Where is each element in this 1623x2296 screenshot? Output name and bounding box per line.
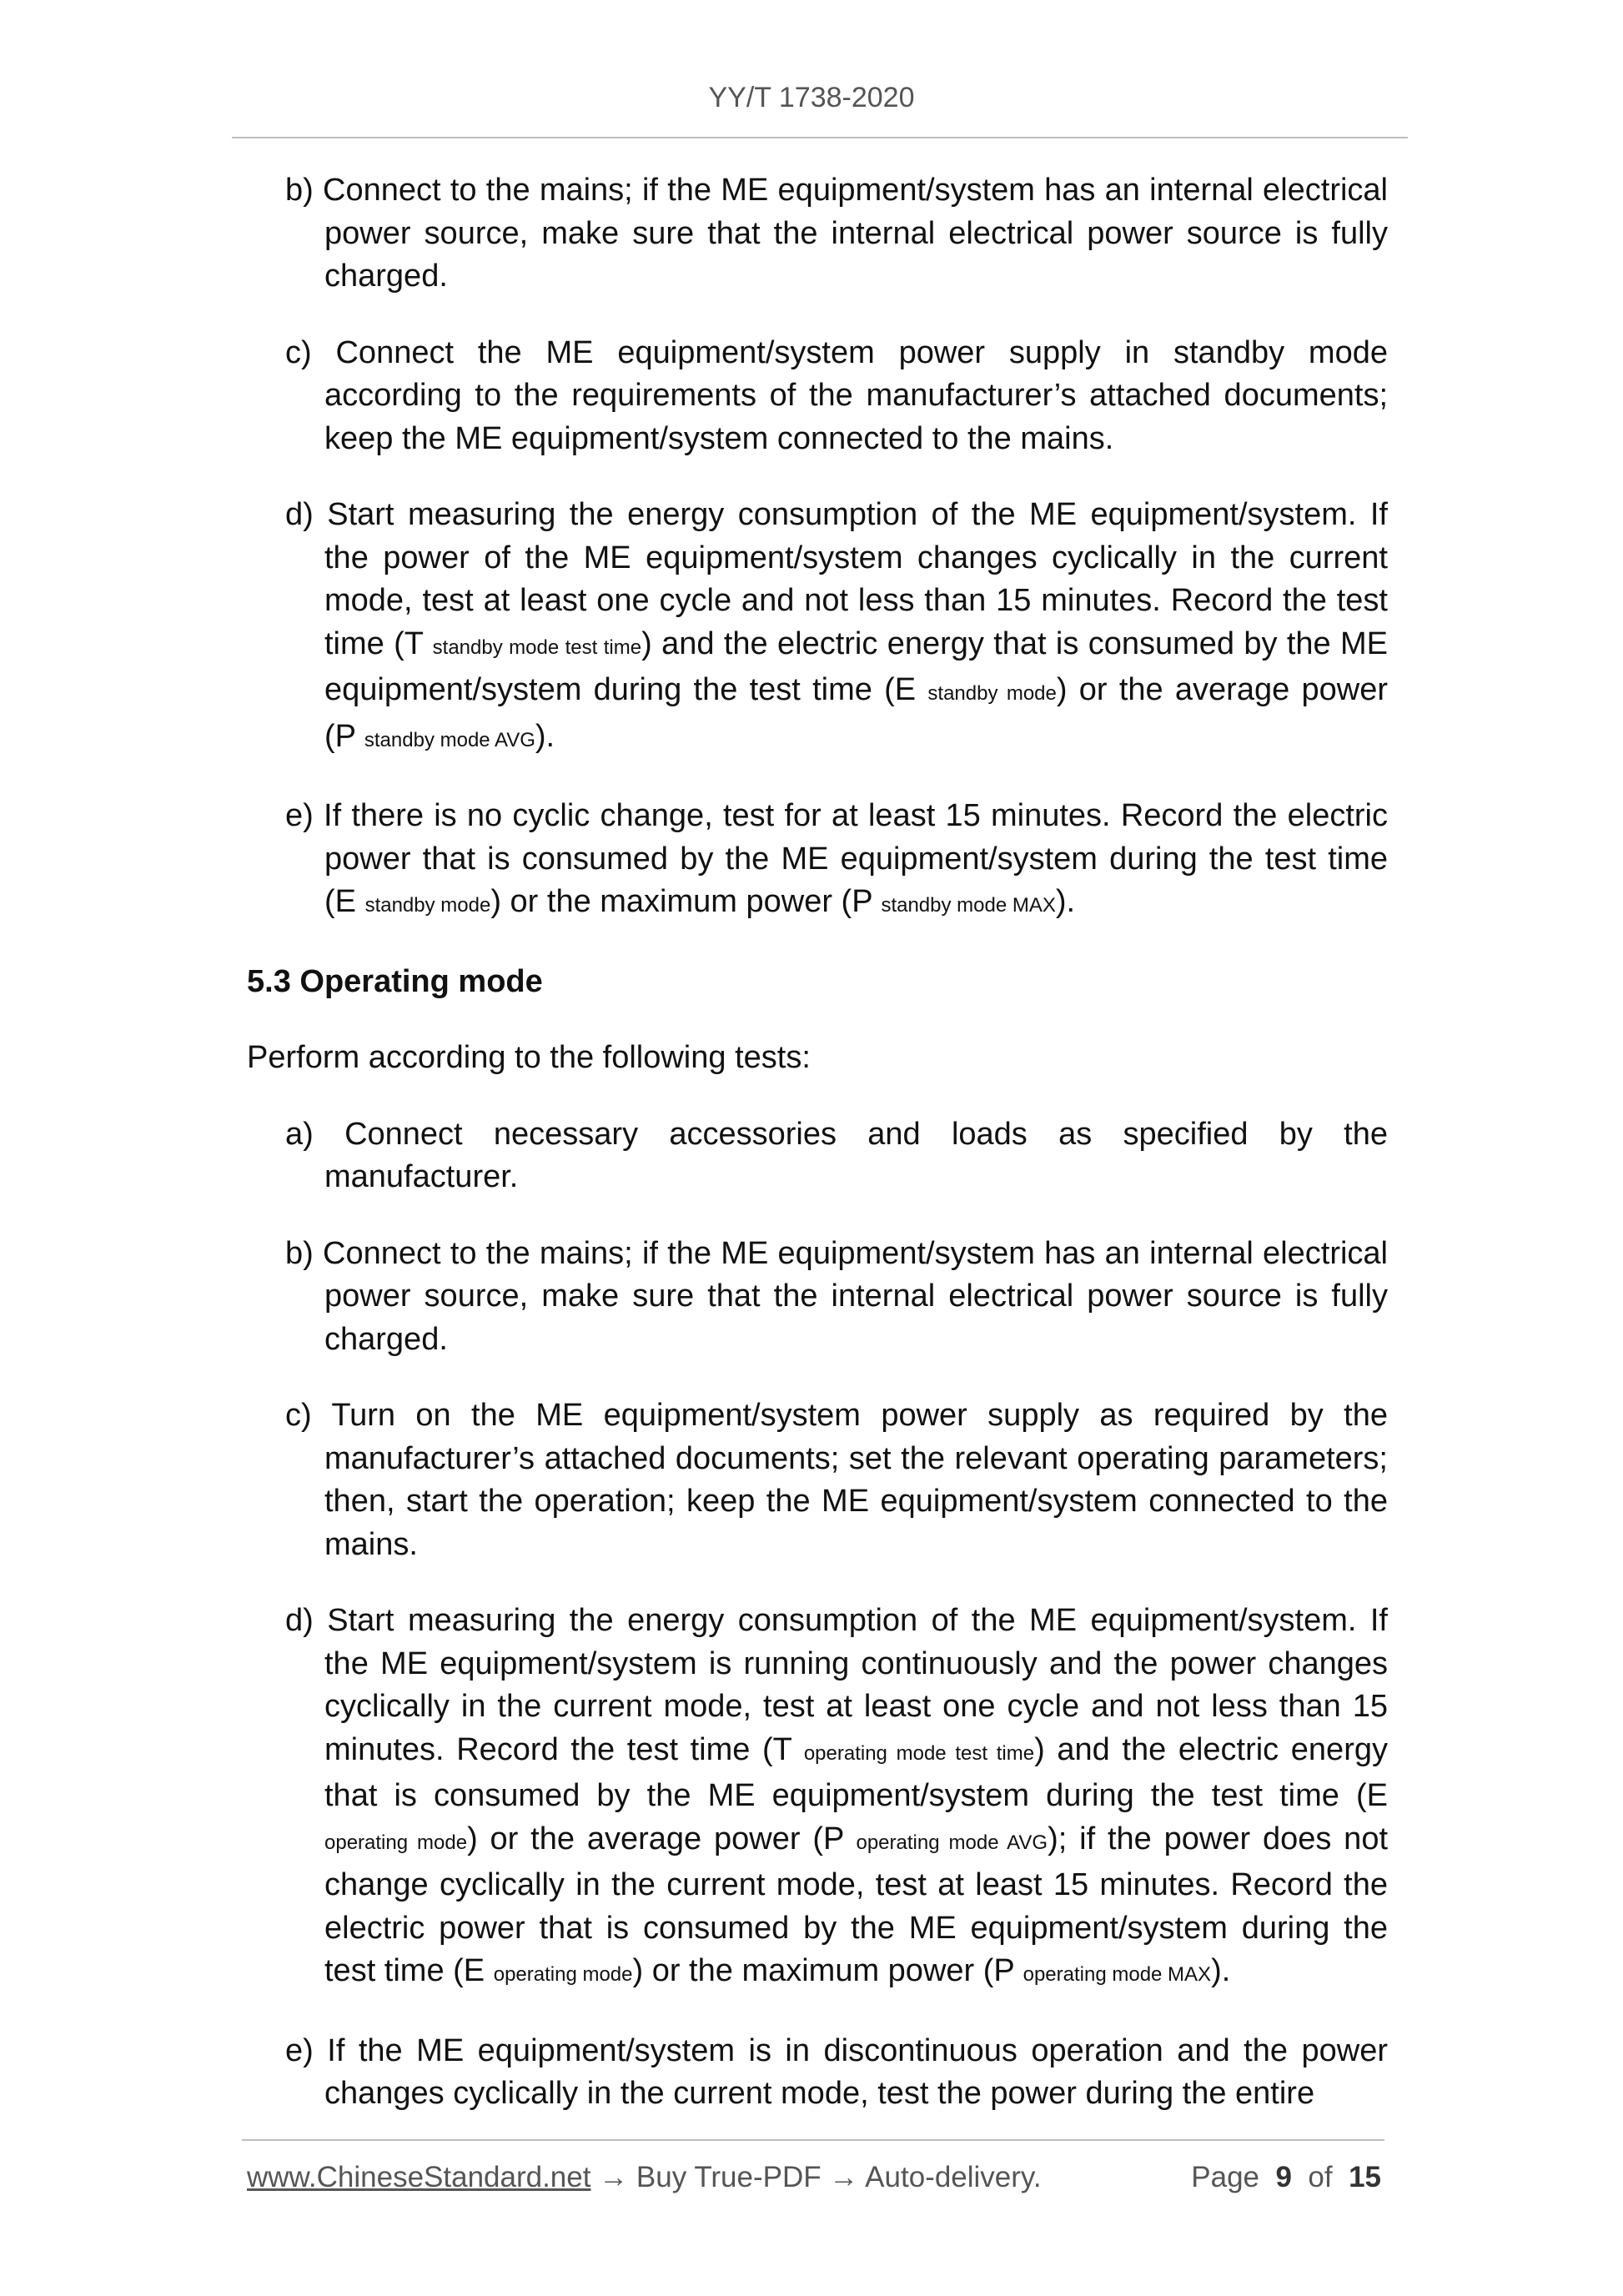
standby-step-e-subscript-1: standby mode — [364, 894, 491, 917]
standby-step-d-subscript-1: standby mode test time — [432, 636, 642, 659]
standby-step-c: c) Connect the ME equipment/system power supply in standby mode according to the requirements of the manufacturer’s attached documents; keep the ME equipment/system connected to the mains. — [285, 334, 1388, 456]
standby-step-d — [247, 494, 1388, 761]
operating-step-b: b) Connect to the mains; if the ME equipment/system has an internal electrical power source, make sure that the internal electrical power source is fully charged. — [285, 1235, 1388, 1357]
operating-step-a: a) Connect necessary accessories and loads as specified by the manufacturer. — [285, 1116, 1388, 1194]
standby-step-d-text-1: d) Start measuring the energy consumption of the ME equipment/system. If the power of the ME equipment/system changes cyclically in the current mode, test at least one cycle and not less than 15 minutes. Record the test time (T — [285, 497, 1388, 661]
footer-promo — [247, 2161, 1042, 2194]
operating-step-d-subscript-2: operating mode — [324, 1831, 468, 1854]
standby-step-b: b) Connect to the mains; if the ME equipment/system has an internal electrical power source, make sure that the internal electrical power source is fully charged. — [285, 173, 1388, 294]
standby-step-e-text-1: e) If there is no cyclic change, test for at least 15 minutes. Record the electric power that is consumed by the ME equipment/system during the test time (E — [285, 798, 1388, 919]
operating-step-d-subscript-1: operating mode test time — [803, 1741, 1035, 1765]
operating-step-d-text-5: ) or the maximum power (P — [632, 1953, 1015, 1988]
section-intro: Perform according to the following tests: — [247, 1040, 811, 1075]
operating-step-d-subscript-3: operating mode AVG — [856, 1831, 1048, 1854]
operating-step-d-subscript-4: operating mode — [493, 1963, 633, 1986]
standby-step-d-text-3: ) or the average power (P — [324, 672, 1388, 754]
footer-promo-text: → Buy True-PDF → Auto-delivery. — [590, 2161, 1042, 2193]
standby-step-e-text-2: ) or the maximum power (P — [490, 884, 872, 919]
standby-step-e-subscript-2: standby mode MAX — [881, 894, 1056, 917]
operating-step-c: c) Turn on the ME equipment/system power supply as required by the manufacturer’s attached documents; set the relevant operating parameters; then, start the operation; keep the ME equipment/system connected to the mains. — [285, 1398, 1388, 1562]
operating-step-d-text-2: ) and the electric energy that is consumed by the ME equipment/system during the test time (E — [324, 1731, 1388, 1813]
page-label: Page — [1191, 2161, 1260, 2193]
page-footer — [247, 2161, 1381, 2194]
website-link[interactable]: www.ChineseStandard.net — [247, 2161, 591, 2193]
section-heading: 5.3 Operating mode — [247, 963, 543, 999]
header-divider — [232, 137, 1408, 138]
operating-step-d-text-4: ); if the power does not change cyclically in the current mode, test at least 15 minutes. Record the electric power that is consumed by the ME equipment/system during the test time (E — [324, 1821, 1389, 1988]
standby-step-d-text-4: ). — [535, 718, 555, 754]
operating-step-e: e) If the ME equipment/system is in discontinuous operation and the power changes cyclically in the current mode, test the power during the entire — [285, 2032, 1388, 2111]
document-code-header: YY/T 1738-2020 — [708, 82, 915, 113]
operating-step-d-text-6: ). — [1211, 1953, 1231, 1988]
standby-step-d-subscript-2: standby mode — [927, 682, 1057, 705]
operating-step-d-subscript-5: operating mode MAX — [1023, 1963, 1212, 1986]
standby-step-e-text-3: ). — [1055, 884, 1076, 919]
operating-step-d — [247, 1600, 1388, 1997]
standby-step-e — [247, 795, 1388, 927]
standby-step-d-text-2: ) and the electric energy that is consumed by the ME equipment/system during the test time (E — [324, 625, 1388, 707]
operating-step-d-text-3: ) or the average power (P — [467, 1821, 844, 1856]
footer-divider — [242, 2139, 1384, 2141]
current-page-number: 9 — [1275, 2161, 1292, 2193]
page-body — [247, 169, 1388, 2116]
page-of-label: of — [1308, 2161, 1333, 2193]
total-page-count: 15 — [1349, 2161, 1381, 2193]
operating-step-d-text-1: d) Start measuring the energy consumption of the ME equipment/system. If the ME equipment/system is running continuously and the power changes cyclically in the current mode, test at least one cycle and not less than 15 minutes. Record the test time (T — [285, 1603, 1388, 1767]
standby-step-d-subscript-3: standby mode AVG — [364, 728, 535, 751]
page-indicator — [1191, 2161, 1381, 2194]
